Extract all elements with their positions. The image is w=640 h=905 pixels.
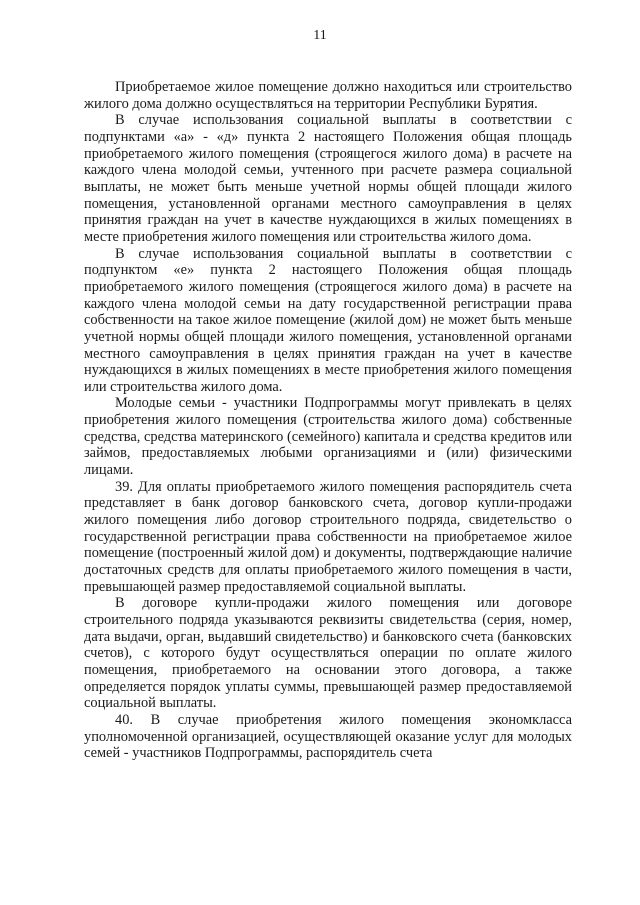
document-body <box>84 79 572 762</box>
paragraph-clause-40: 40. В случае приобретения жилого помещения экономкласса уполномоченной организацией, осуществляющей оказание услуг для молодых семей - участников Подпрограммы, распорядитель счета <box>84 711 572 762</box>
paragraph-own-funds: Молодые семьи - участники Подпрограммы могут привлекать в целях приобретения жилого помещения (строительства жилого дома) собственные средства, средства материнского (семейного) капитала и средства кредитов или займов, предоставляемых любыми организациями и (или) физическими лицами. <box>84 395 572 479</box>
paragraph-area-e: В случае использования социальной выплаты в соответствии с подпунктом «е» пункта 2 настоящего Положения общая площадь приобретаемого жилого помещения (строящегося жилого дома) в расчете на каждого члена молодой семьи на дату государственной регистрации права собственности на такое жилое помещение (жилой дом) не может быть меньше учетной нормы общей площади жилого помещения, установленной органами местного самоуправления в целях принятия граждан на учет в качестве нуждающихся в жилых помещениях в месте приобретения жилого помещения или строительства жилого дома. <box>84 245 572 395</box>
paragraph-area-a-d: В случае использования социальной выплаты в соответствии с подпунктами «а» - «д» пункта 2 настоящего Положения общая площадь приобретаемого жилого помещения (строящегося жилого дома) в расчете на каждого члена молодой семьи, учтенного при расчете размера социальной выплаты, не может быть меньше учетной нормы общей площади жилого помещения, установленной органами местного самоуправления в целях принятия граждан на учет в качестве нуждающихся в жилых помещениях в месте приобретения жилого помещения или строительства жилого дома. <box>84 112 572 245</box>
page-number: 11 <box>313 28 327 43</box>
paragraph-clause-39: 39. Для оплаты приобретаемого жилого помещения распорядитель счета представляет в банк договор банковского счета, договор купли-продажи жилого помещения либо договор строительного подряда, свидетельство о государственной регистрации права собственности на приобретаемое жилое помещение (построенный жилой дом) и документы, подтверждающие наличие достаточных средств для оплаты приобретаемого жилого помещения в части, превышающей размер предоставляемой социальной выплаты. <box>84 478 572 595</box>
paragraph-territory: Приобретаемое жилое помещение должно находиться или строительство жилого дома должно осуществляться на территории Республики Бурятия. <box>84 79 572 112</box>
paragraph-contract-details: В договоре купли-продажи жилого помещения или договоре строительного подряда указываются реквизиты свидетельства (серия, номер, дата выдачи, орган, выдавший свидетельство) и банковского счета (банковских счетов), с которого будут осуществляться операции по оплате жилого помещения, приобретаемого на основании этого договора, а также определяется порядок уплаты суммы, превышающей размер предоставляемой социальной выплаты. <box>84 595 572 712</box>
